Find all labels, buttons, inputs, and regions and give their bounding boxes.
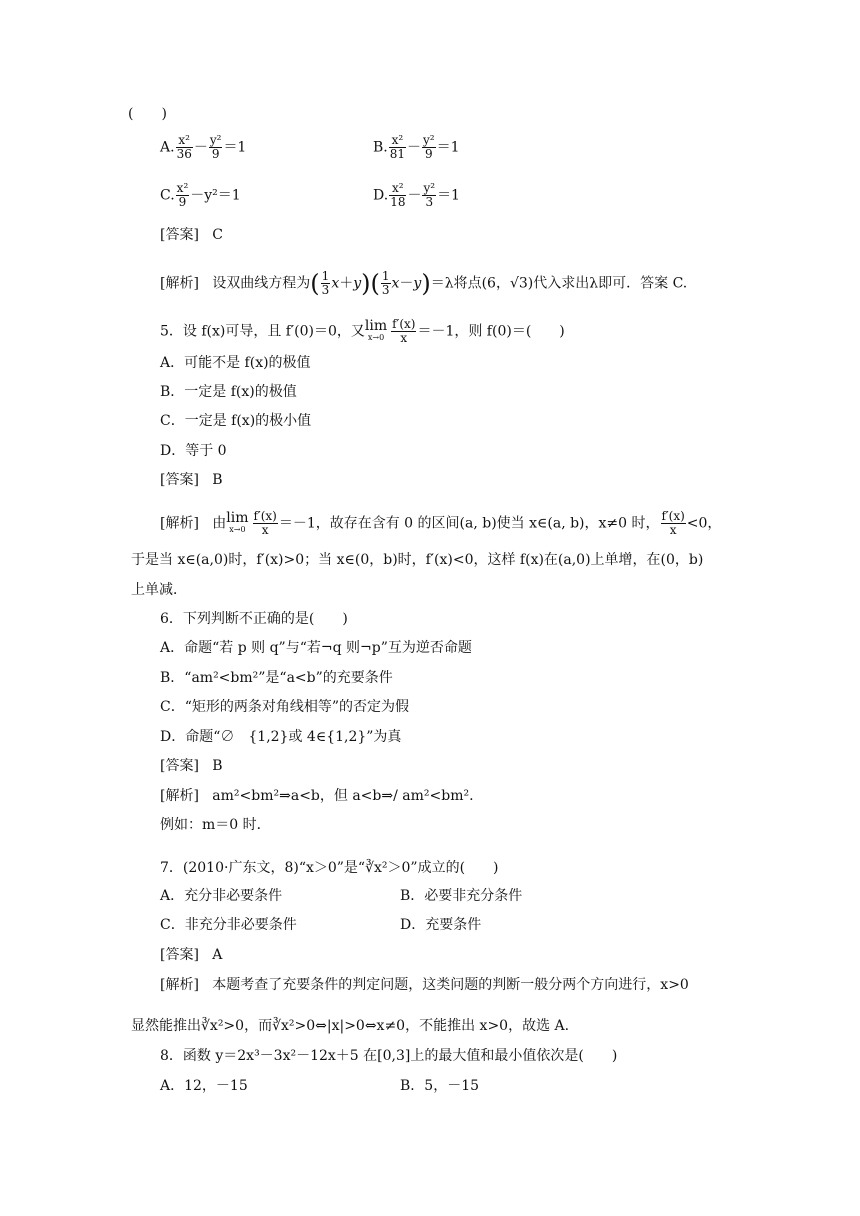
q4-option-b: B. $\frac{\text{x²}}{81}$ － $\frac{\text{y²}}{9}$ ＝1 [373, 133, 460, 161]
q7-option-b: B．必要非充分条件 [400, 888, 523, 904]
q6-option-d: D．命题“∅ {1,2}或 4∈{1,2}”为真 [160, 729, 402, 745]
q7-answer: [答案] A [160, 947, 223, 963]
q6-option-b: B．“am²<bm²”是“a<b”的充要条件 [160, 670, 393, 686]
q5-explanation-line2: 于是当 x∈(a,0)时，f′(x)>0；当 x∈(0，b)时，f′(x)<0，这样 f(x)在(a,0)上单增，在(0，b) [131, 552, 704, 568]
q6-explanation: [解析] am²<bm²⇒a<b，但 a<b⇒/ am²<bm². [160, 788, 474, 804]
q5-option-a: A．可能不是 f(x)的极值 [160, 355, 311, 371]
q5-explanation-line3: 上单减． [131, 582, 187, 598]
q8-stem: 8．函数 y＝2x³－3x²－12x＋5 在[0,3]上的最大值和最小值依次是( ) [160, 1048, 618, 1064]
q4-answer: [答案] C [160, 227, 224, 243]
q7-option-c: C．非充分非必要条件 [160, 917, 297, 933]
q4-option-d: D. $\frac{\text{x²}}{18}$ － $\frac{\text{y²}}{3}$ ＝1 [373, 181, 460, 209]
q6-example: 例如：m＝0 时． [160, 817, 271, 833]
q5-answer: [答案] B [160, 472, 223, 488]
q4-paren: ( ) [128, 106, 167, 122]
q4-option-c: C. $\frac{\text{x²}}{9}$ －y²＝1 [160, 181, 241, 209]
q6-option-c: C．“矩形的两条对角线相等”的否定为假 [160, 699, 410, 715]
q4-option-a: A. $\frac{\text{x²}}{36}$ － $\frac{\text{y²}}{9}$ ＝1 [160, 133, 247, 161]
q8-option-b: B．5，－15 [400, 1078, 480, 1094]
q7-stem: 7．(2010·广东文，8)“x＞0”是“∛x²＞0”成立的( ) [160, 860, 499, 876]
q5-stem: 5．设 f(x)可导，且 f′(0)＝0，又lim x→0 $\frac{f'(x)}{x}$ ＝－1，则 f(0)＝( ) [160, 317, 565, 345]
q8-option-a: A．12，－15 [160, 1078, 248, 1094]
q5-explanation-line1: [解析] 由lim x→0 $\frac{f'(x)}{x}$ ＝－1，故存在含有 0 的区间(a, b)使当 x∈(a, b)，x≠0 时， $\frac{f'(x)}{x}$ <0， [160, 509, 722, 537]
q7-option-d: D．充要条件 [400, 917, 482, 933]
q4-explanation: [解析] 设双曲线方程为( $\frac{1}{3}$ x＋y)( $\frac{1}{3}$ x－y)＝λ将点(6，√3)代入求出λ即可．答案 C. [160, 269, 688, 298]
q5-option-c: C．一定是 f(x)的极小值 [160, 413, 312, 429]
q6-answer: [答案] B [160, 758, 223, 774]
q6-option-a: A．命题“若 p 则 q”与“若¬q 则¬p”互为逆否命题 [160, 640, 472, 656]
q5-option-d: D．等于 0 [160, 443, 227, 459]
q7-explanation-line2: 显然能推出∛x²>0，而∛x²>0⇔|x|>0⇔x≠0，不能推出 x>0，故选 A. [131, 1018, 570, 1034]
q5-option-b: B．一定是 f(x)的极值 [160, 384, 297, 400]
q7-explanation-line1: [解析] 本题考查了充要条件的判定问题，这类问题的判断一般分两个方向进行，x>0 [160, 977, 689, 993]
q7-option-a: A．充分非必要条件 [160, 888, 283, 904]
q6-stem: 6．下列判断不正确的是( ) [160, 611, 348, 627]
